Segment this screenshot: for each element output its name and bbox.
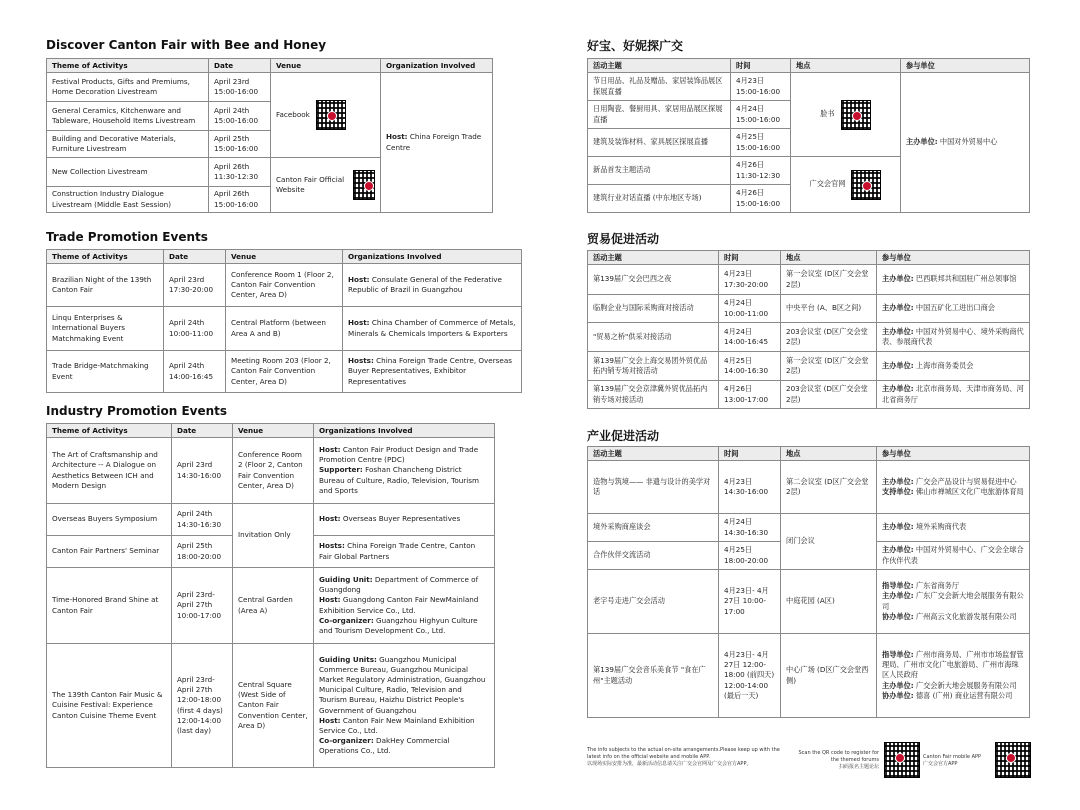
venue-cell: 闭门会议 [781, 514, 877, 570]
footer-scan-text [793, 750, 879, 770]
org-value: Canton Fair New Mainland Exhibition Service Co., Ltd. [319, 715, 475, 735]
footer-app-text [923, 754, 991, 768]
org-value: China Foreign Trade Centre, Canton Fair Global Partners [319, 541, 476, 561]
col-header-date: 时间 [719, 251, 781, 265]
org-value: 广州高云文化旅游发展有限公司 [915, 611, 1017, 621]
org-cell [314, 644, 495, 768]
table-row [47, 438, 495, 504]
org-cell [877, 295, 1030, 323]
org-value: 广东省商务厅 [915, 581, 960, 591]
col-header-theme: Theme of Activitys [47, 424, 172, 438]
col-header-venue: 地点 [781, 251, 877, 265]
org-cell [877, 634, 1030, 718]
org-cell [877, 381, 1030, 409]
date-cell: April 23rd 17:30-20:00 [164, 264, 226, 307]
org-label: 协办单位: [882, 611, 914, 621]
org-cell [343, 264, 522, 307]
col-header-date: Date [172, 424, 233, 438]
industry-table-zh [587, 446, 1030, 718]
date-cell: 4月24日 10:00-11:00 [719, 295, 781, 323]
forum-registration-qr-code-icon[interactable] [884, 742, 920, 778]
date-cell: April 25th 15:00-16:00 [209, 131, 271, 158]
org-value: 上海市商务委员会 [915, 360, 974, 370]
org-label: Host: [319, 514, 341, 524]
venue-cell: 第二会议室 (D区广交会堂2层) [781, 461, 877, 514]
org-label: 主办单位: [882, 591, 914, 601]
col-header-venue: 地点 [781, 447, 877, 461]
table-header-row [588, 251, 1030, 265]
org-cell [877, 461, 1030, 514]
table-header-row [588, 59, 1030, 73]
facebook-qr-code-icon[interactable] [841, 100, 871, 130]
col-header-theme: 活动主题 [588, 251, 719, 265]
org-value: China Foreign Trade Centre, Overseas Buyer Representatives, Exhibitor Representatives [348, 356, 513, 386]
theme-cell: 第139届广交会巴西之夜 [588, 265, 719, 295]
date-cell: April 23rd 14:30-16:00 [172, 438, 233, 504]
footer-note-en: The info subjects to the actual on-site arrangements.Please keep up with the latest info on the official website and mobile APP. [587, 747, 780, 760]
col-header-org: 参与单位 [901, 59, 1030, 73]
col-header-org: Organization Involved [381, 59, 493, 73]
date-cell: April 24th 15:00-16:00 [209, 102, 271, 131]
theme-cell: 第139届广交会上海交易团外贸优品拓内销专场对接活动 [588, 352, 719, 381]
org-value: Canton Fair Product Design and Trade Promotion Centre (PDC) [319, 445, 479, 465]
org-label: 支持单位: [882, 487, 914, 496]
date-cell: April 24th 14:00-16:45 [164, 351, 226, 393]
footer-app-zh: 广交会官方APP [923, 760, 958, 767]
theme-cell: Brazilian Night of the 139th Canton Fair [47, 264, 164, 307]
table-row [47, 264, 522, 307]
org-label: Co-organizer: [319, 735, 374, 745]
theme-cell: The 139th Canton Fair Music & Cuisine Festival: Experience Canton Cuisine Theme Event [47, 644, 172, 768]
venue-cell: 第一会议室 (D区广交会堂2层) [781, 352, 877, 381]
theme-cell: Trade Bridge-Matchmaking Event [47, 351, 164, 393]
org-value: Overseas Buyer Representatives [342, 514, 461, 524]
table-header-row [47, 250, 522, 264]
industry-title-en: Industry Promotion Events [46, 404, 228, 418]
org-value: China Chamber of Commerce of Metals, Minerals & Chemicals Importers & Exporters [348, 318, 516, 338]
org-label: 主办单位: [882, 476, 914, 486]
org-value: Department of Commerce of Guangdong [319, 575, 479, 595]
org-label: 指导单位: [882, 650, 914, 660]
col-header-org: Organizations Involved [343, 250, 522, 264]
venue-cell: 中庭花园 (A区) [781, 570, 877, 634]
org-cell [314, 568, 495, 644]
theme-cell: 合作伙伴交流活动 [588, 542, 719, 570]
col-header-theme: Theme of Activitys [47, 59, 209, 73]
org-label: Host: [348, 274, 370, 284]
table-header-row [588, 447, 1030, 461]
date-cell: 4月25日 14:00-16:30 [719, 352, 781, 381]
theme-cell: 境外采购商座谈会 [588, 514, 719, 542]
table-header-row [47, 424, 495, 438]
org-cell [343, 307, 522, 351]
org-label: 主办单位: [882, 360, 914, 370]
date-cell: April 25th 18:00-20:00 [172, 536, 233, 568]
org-label: Host: [319, 715, 341, 725]
org-label: Host: [319, 445, 341, 455]
theme-cell: Time-Honored Brand Shine at Canton Fair [47, 568, 172, 644]
org-label: 主办单位: [882, 303, 914, 313]
venue-cell: Meeting Room 203 (Floor 2, Canton Fair Convention Center, Area D) [226, 351, 343, 393]
trade-table-en [46, 249, 522, 393]
date-cell: 4月26日 11:30-12:30 [731, 157, 791, 185]
trade-table-zh [587, 250, 1030, 409]
table-row [47, 568, 495, 644]
date-cell: 4月25日 18:00-20:00 [719, 542, 781, 570]
org-cell [314, 536, 495, 568]
col-header-venue: Venue [271, 59, 381, 73]
theme-cell: Linqu Enterprises & International Buyers Matchmaking Event [47, 307, 164, 351]
org-cell [381, 73, 493, 213]
livestream-table-zh [587, 58, 1030, 213]
table-row [47, 307, 522, 351]
livestream-title-en: Discover Canton Fair with Bee and Honey [46, 38, 327, 52]
venue-cell: 203会议室 (D区广交会堂2层) [781, 381, 877, 409]
org-label: Guiding Units: [319, 655, 377, 665]
footer [587, 740, 1029, 780]
table-header-row [47, 59, 493, 73]
theme-cell: Festival Products, Gifts and Premiums, Home Decoration Livestream [47, 73, 209, 102]
venue-cell-official-site [271, 158, 381, 213]
theme-cell: "贸易之桥"供采对接活动 [588, 323, 719, 352]
org-label: 协办单位: [882, 690, 914, 700]
table-row [588, 352, 1030, 381]
org-label: 主办单位: [906, 137, 938, 147]
theme-cell: 节日用品、礼品及赠品、家居装饰品展区探展直播 [588, 73, 731, 101]
mobile-app-qr-code-icon[interactable] [995, 742, 1031, 778]
date-cell: 4月23日 17:30-20:00 [719, 265, 781, 295]
table-row [47, 73, 493, 102]
org-value: China Foreign Trade Centre [386, 132, 482, 152]
table-row [588, 514, 1030, 542]
col-header-org: 参与单位 [877, 251, 1030, 265]
theme-cell: 日用陶瓷、餐厨用具、家居用品展区探展直播 [588, 101, 731, 129]
org-cell [877, 323, 1030, 352]
org-cell [877, 542, 1030, 570]
venue-official-site-label: Canton Fair Official Website [276, 174, 345, 194]
venue-cell: 第一会议室 (D区广交会堂2层) [781, 265, 877, 295]
col-header-theme: 活动主题 [588, 447, 719, 461]
col-header-org: 参与单位 [877, 447, 1030, 461]
org-value: Guangdong Canton Fair NewMainland Exhibition Service Co., Ltd. [319, 595, 479, 615]
org-label: 主办单位: [882, 274, 914, 284]
org-value: 中国五矿化工进出口商会 [915, 303, 995, 313]
org-label: 主办单位: [882, 545, 914, 555]
footer-app-en: Canton Fair mobile APP [923, 754, 982, 760]
org-label: 指导单位: [882, 581, 914, 591]
theme-cell: Overseas Buyers Symposium [47, 504, 172, 536]
org-cell [877, 352, 1030, 381]
date-cell: April 23rd 15:00-16:00 [209, 73, 271, 102]
table-row [588, 323, 1030, 352]
date-cell: April 24th 10:00-11:00 [164, 307, 226, 351]
date-cell: 4月26日 13:00-17:00 [719, 381, 781, 409]
org-value: Foshan Chancheng District Bureau of Culture, Radio, Television, Tourism and Sports [319, 465, 480, 495]
theme-cell: Construction Industry Dialogue Livestream (Middle East Session) [47, 187, 209, 213]
col-header-venue: 地点 [791, 59, 901, 73]
table-row [588, 570, 1030, 634]
org-cell [901, 73, 1030, 213]
org-label: Guiding Unit: [319, 575, 373, 585]
theme-cell: 建筑及装饰材料、家具展区探展直播 [588, 129, 731, 157]
theme-cell: 新品首发主题活动 [588, 157, 731, 185]
footer-note-zh: 以现场实际安排为准，最新活动信息请关注广交会官网及广交会官方APP。 [587, 760, 752, 767]
table-row [588, 73, 1030, 101]
org-label: Host: [386, 132, 408, 142]
trade-title-en: Trade Promotion Events [46, 230, 208, 244]
org-cell [314, 504, 495, 536]
trade-title-zh: 贸易促进活动 [587, 232, 660, 246]
date-cell: 4月26日 15:00-16:00 [731, 185, 791, 213]
date-cell: April 23rd- April 27th 12:00-18:00 (first 4 days) 12:00-14:00 (last day) [172, 644, 233, 768]
venue-cell: Central Platform (between Area A and B) [226, 307, 343, 351]
org-cell [314, 438, 495, 504]
org-value: 中国对外贸易中心、境外采购商代表、参展商代表 [882, 326, 1024, 346]
org-label: Supporter: [319, 465, 363, 475]
table-row [588, 265, 1030, 295]
table-row [47, 351, 522, 393]
table-row [47, 644, 495, 768]
org-value: Guangzhou Municipal Commerce Bureau, Guangzhou Municipal Market Regulatory Administration, Guangzhou Municipal Culture, Radio, Television and Tourism Bureau, Haizhu District People's Government of Guangzhou [319, 655, 486, 715]
org-value: 广交会新大地会展服务有限公司 [915, 680, 1017, 690]
org-value: 广东广交会新大地会展服务有限公司 [882, 591, 1024, 611]
org-cell [877, 514, 1030, 542]
org-label: 主办单位: [882, 384, 914, 394]
venue-cell: Central Square (West Side of Canton Fair Convention Center, Area D) [233, 644, 314, 768]
org-label: Hosts: [348, 356, 374, 366]
date-cell: 4月23日- 4月27日 12:00-18:00 (前四天) 12:00-14:00 (最后一天) [719, 634, 781, 718]
theme-cell: 老字号走进广交会活动 [588, 570, 719, 634]
theme-cell: 临朐企业与国际采购商对接活动 [588, 295, 719, 323]
venue-facebook-label: Facebook [276, 109, 310, 119]
org-value: Guangzhou Highyun Culture and Tourism Development Co., Ltd. [319, 615, 478, 635]
date-cell: April 26th 15:00-16:00 [209, 187, 271, 213]
date-cell: 4月23日 14:30-16:00 [719, 461, 781, 514]
livestream-table-en [46, 58, 493, 213]
date-cell: April 26th 11:30-12:30 [209, 158, 271, 187]
theme-cell: 建筑行业对话直播 (中东地区专场) [588, 185, 731, 213]
theme-cell: The Art of Craftsmanship and Architecture -- A Dialogue on Aesthetics Between ICH and Modern Design [47, 438, 172, 504]
venue-cell-official-site [791, 157, 901, 213]
theme-cell: 第139届广交会京津冀外贸优品拓内销专场对接活动 [588, 381, 719, 409]
col-header-theme: Theme of Activitys [47, 250, 164, 264]
org-label: 主办单位: [882, 680, 914, 690]
venue-cell: 中心广场 (D区广交会堂西侧) [781, 634, 877, 718]
col-header-theme: 活动主题 [588, 59, 731, 73]
col-header-date: Date [164, 250, 226, 264]
venue-cell: Conference Room 1 (Floor 2, Canton Fair Convention Center, Area D) [226, 264, 343, 307]
org-value: 中国对外贸易中心、广交会全球合作伙伴代表 [882, 545, 1024, 565]
venue-cell: Conference Room 2 (Floor 2, Canton Fair Convention Center, Area D) [233, 438, 314, 504]
date-cell: April 23rd- April 27th 10:00-17:00 [172, 568, 233, 644]
org-label: Co-organizer: [319, 615, 374, 625]
col-header-org: Organizations Involved [314, 424, 495, 438]
industry-title-zh: 产业促进活动 [587, 429, 660, 443]
theme-cell: New Collection Livestream [47, 158, 209, 187]
org-value: DakHey Commercial Operations Co., Ltd. [319, 735, 450, 755]
footer-scan-en: Scan the QR code to register for the themed forums [798, 750, 879, 763]
org-label: Host: [319, 595, 341, 605]
org-label: 主办单位: [882, 326, 914, 336]
org-value: 巴西联邦共和国驻广州总领事馆 [915, 274, 1017, 284]
org-value: 广交会产品设计与贸易促进中心 [915, 476, 1017, 486]
venue-cell: 中央平台 (A、B区之间) [781, 295, 877, 323]
venue-cell: 203会议室 (D区广交会堂2层) [781, 323, 877, 352]
venue-cell: Central Garden (Area A) [233, 568, 314, 644]
official-site-qr-code-icon[interactable] [851, 170, 881, 200]
venue-cell: Invitation Only [233, 504, 314, 568]
theme-cell: 第139届广交会音乐美食节 "食在广州"主题活动 [588, 634, 719, 718]
org-value: 广州市商务局、广州市市场监督管理局、广州市文化广电旅游局、广州市海珠区人民政府 [882, 650, 1024, 680]
col-header-venue: Venue [226, 250, 343, 264]
date-cell: 4月24日 14:00-16:45 [719, 323, 781, 352]
org-cell [877, 265, 1030, 295]
date-cell: 4月23日 15:00-16:00 [731, 73, 791, 101]
org-label: 主办单位: [882, 522, 914, 532]
org-cell [343, 351, 522, 393]
theme-cell: Canton Fair Partners' Seminar [47, 536, 172, 568]
table-row [588, 295, 1030, 323]
venue-official-site-label: 广交会官网 [809, 179, 846, 189]
venue-cell-facebook [791, 73, 901, 157]
date-cell: 4月24日 15:00-16:00 [731, 101, 791, 129]
table-row [47, 504, 495, 536]
industry-table-en [46, 423, 495, 768]
org-value: Consulate General of the Federative Republic of Brazil in Guangzhou [348, 274, 502, 294]
theme-cell: General Ceramics, Kitchenware and Tableware, Household Items Livestream [47, 102, 209, 131]
date-cell: 4月24日 14:30-16:30 [719, 514, 781, 542]
footer-scan-zh: 扫码报名主题论坛 [838, 763, 879, 770]
col-header-date: 时间 [731, 59, 791, 73]
date-cell: April 24th 14:30-16:30 [172, 504, 233, 536]
org-label: Hosts: [319, 541, 345, 551]
theme-cell: Building and Decorative Materials, Furniture Livestream [47, 131, 209, 158]
table-row [588, 381, 1030, 409]
org-value: 德喜 (广州) 商业运营有限公司 [915, 690, 1013, 700]
org-label: Host: [348, 318, 370, 328]
org-value: 佛山市禅城区文化广电旅游体育局 [915, 487, 1024, 496]
date-cell: 4月23日- 4月27日 10:00-17:00 [719, 570, 781, 634]
table-row [588, 634, 1030, 718]
org-value: 境外采购商代表 [915, 522, 967, 532]
table-row [588, 461, 1030, 514]
col-header-date: 时间 [719, 447, 781, 461]
footer-note [587, 747, 787, 767]
official-site-qr-code-icon[interactable] [353, 170, 375, 200]
col-header-date: Date [209, 59, 271, 73]
org-value: 北京市商务局、天津市商务局、河北省商务厅 [882, 384, 1024, 404]
livestream-title-zh: 好宝、好妮探广交 [587, 39, 684, 53]
col-header-venue: Venue [233, 424, 314, 438]
facebook-qr-code-icon[interactable] [316, 100, 346, 130]
org-cell [877, 570, 1030, 634]
venue-cell-facebook [271, 73, 381, 158]
date-cell: 4月25日 15:00-16:00 [731, 129, 791, 157]
org-value: 中国对外贸易中心 [939, 137, 998, 147]
theme-cell: 造物与筑境—— 非遗与设计的美学对话 [588, 461, 719, 514]
venue-facebook-label: 脸书 [820, 109, 835, 119]
